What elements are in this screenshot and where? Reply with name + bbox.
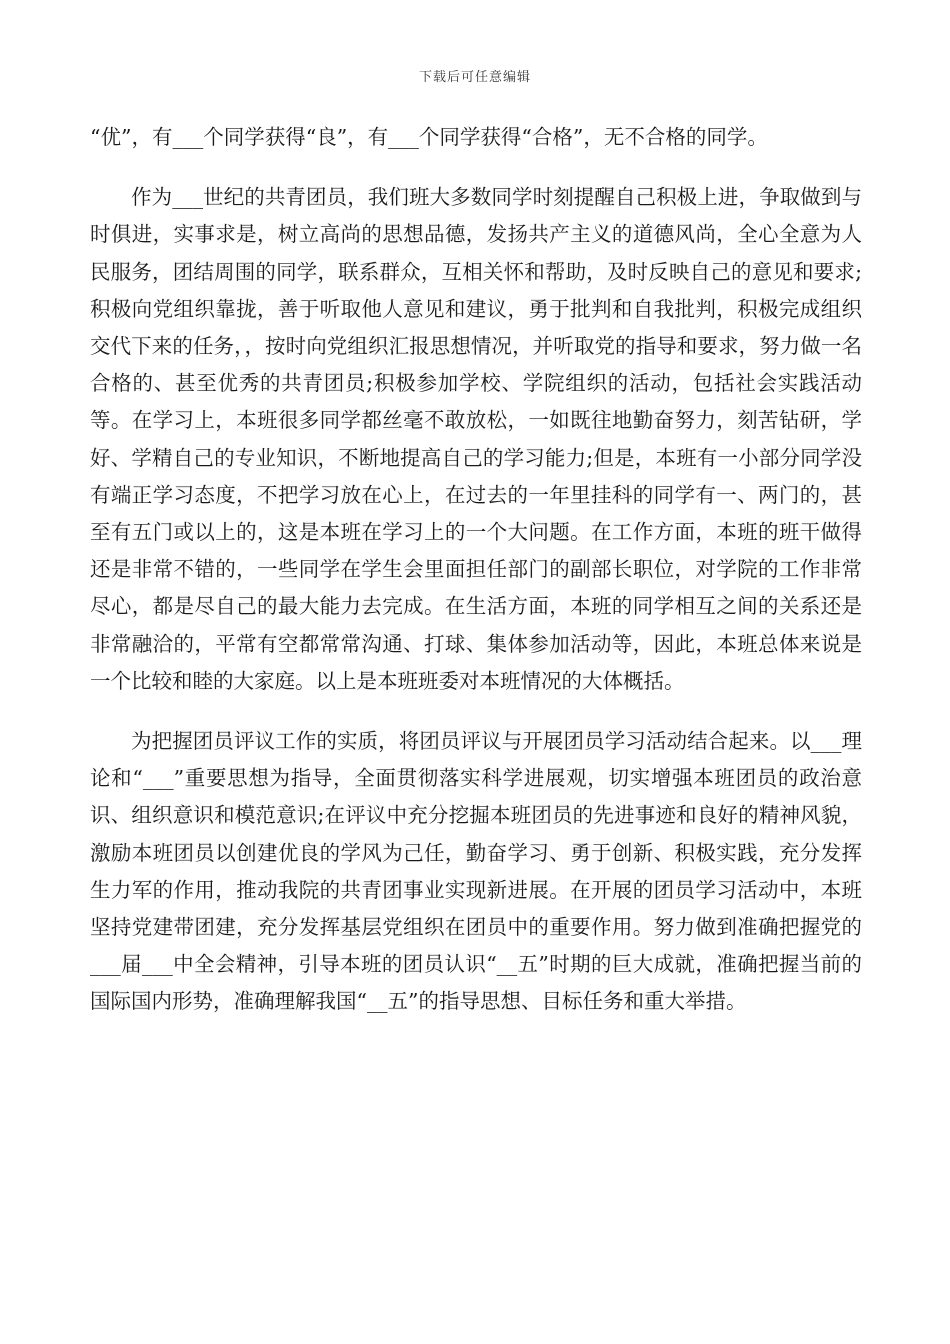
paragraph-3: 为把握团员评议工作的实质，将团员评议与开展团员学习活动结合起来。以___理论和“___”重要思想为指导，全面贯彻落实科学进展观，切实增强本班团员的政治意识、组织意识和模范意识;在评议中充分挖掘本班团员的先进事迹和良好的精神风貌，激励本班团员以创建优良的学风为己任，勤奋学习、勇于创新、积极实践，充分发挥生力军的作用，推动我院的共青团事业实现新进展。在开展的团员学习活动中，本班坚持党建带团建，充分发挥基层党组织在团员中的重要作用。努力做到准确把握党的___届___中全会精神，引导本班的团员认识“__五”时期的巨大成就，准确把握当前的国际国内形势，准确理解我国“__五”的指导思想、目标任务和重大举措。 xyxy=(90,729,862,1014)
paragraph-2: 作为___世纪的共青团员，我们班大多数同学时刻提醒自己积极上进，争取做到与时俱进，实事求是，树立高尚的思想品德，发扬共产主义的道德风尚，全心全意为人民服务，团结周围的同学，联系群众，互相关怀和帮助，及时反映自己的意见和要求;积极向党组织靠拢，善于听取他人意见和建议，勇于批判和自我批判，积极完成组织交代下来的任务，，按时向党组织汇报思想情况，并听取党的指导和要求，努力做一名合格的、甚至优秀的共青团员;积极参加学校、学院组织的活动，包括社会实践活动等。在学习上，本班很多同学都丝毫不敢放松，一如既往地勤奋努力，刻苦钻研，学好、学精自己的专业知识，不断地提高自己的学习能力;但是，本班有一小部分同学没有端正学习态度，不把学习放在心上，在过去的一年里挂科的同学有一、两门的，甚至有五门或以上的，这是本班在学习上的一个大问题。在工作方面，本班的班干做得还是非常不错的，一些同学在学生会里面担任部门的副部长职位，对学院的工作非常尽心，都是尽自己的最大能力去完成。在生活方面，本班的同学相互之间的关系还是非常融洽的，平常有空都常常沟通、打球、集体参加活动等，因此，本班总体来说是一个比较和睦的大家庭。以上是本班班委对本班情况的大体概括。 xyxy=(90,185,862,693)
page-header: 下载后可任意编辑 xyxy=(418,70,531,85)
document-body xyxy=(90,119,862,1021)
paragraph-1: “优”，有___个同学获得“良”，有___个同学获得“合格”，无不合格的同学。 xyxy=(90,125,768,149)
